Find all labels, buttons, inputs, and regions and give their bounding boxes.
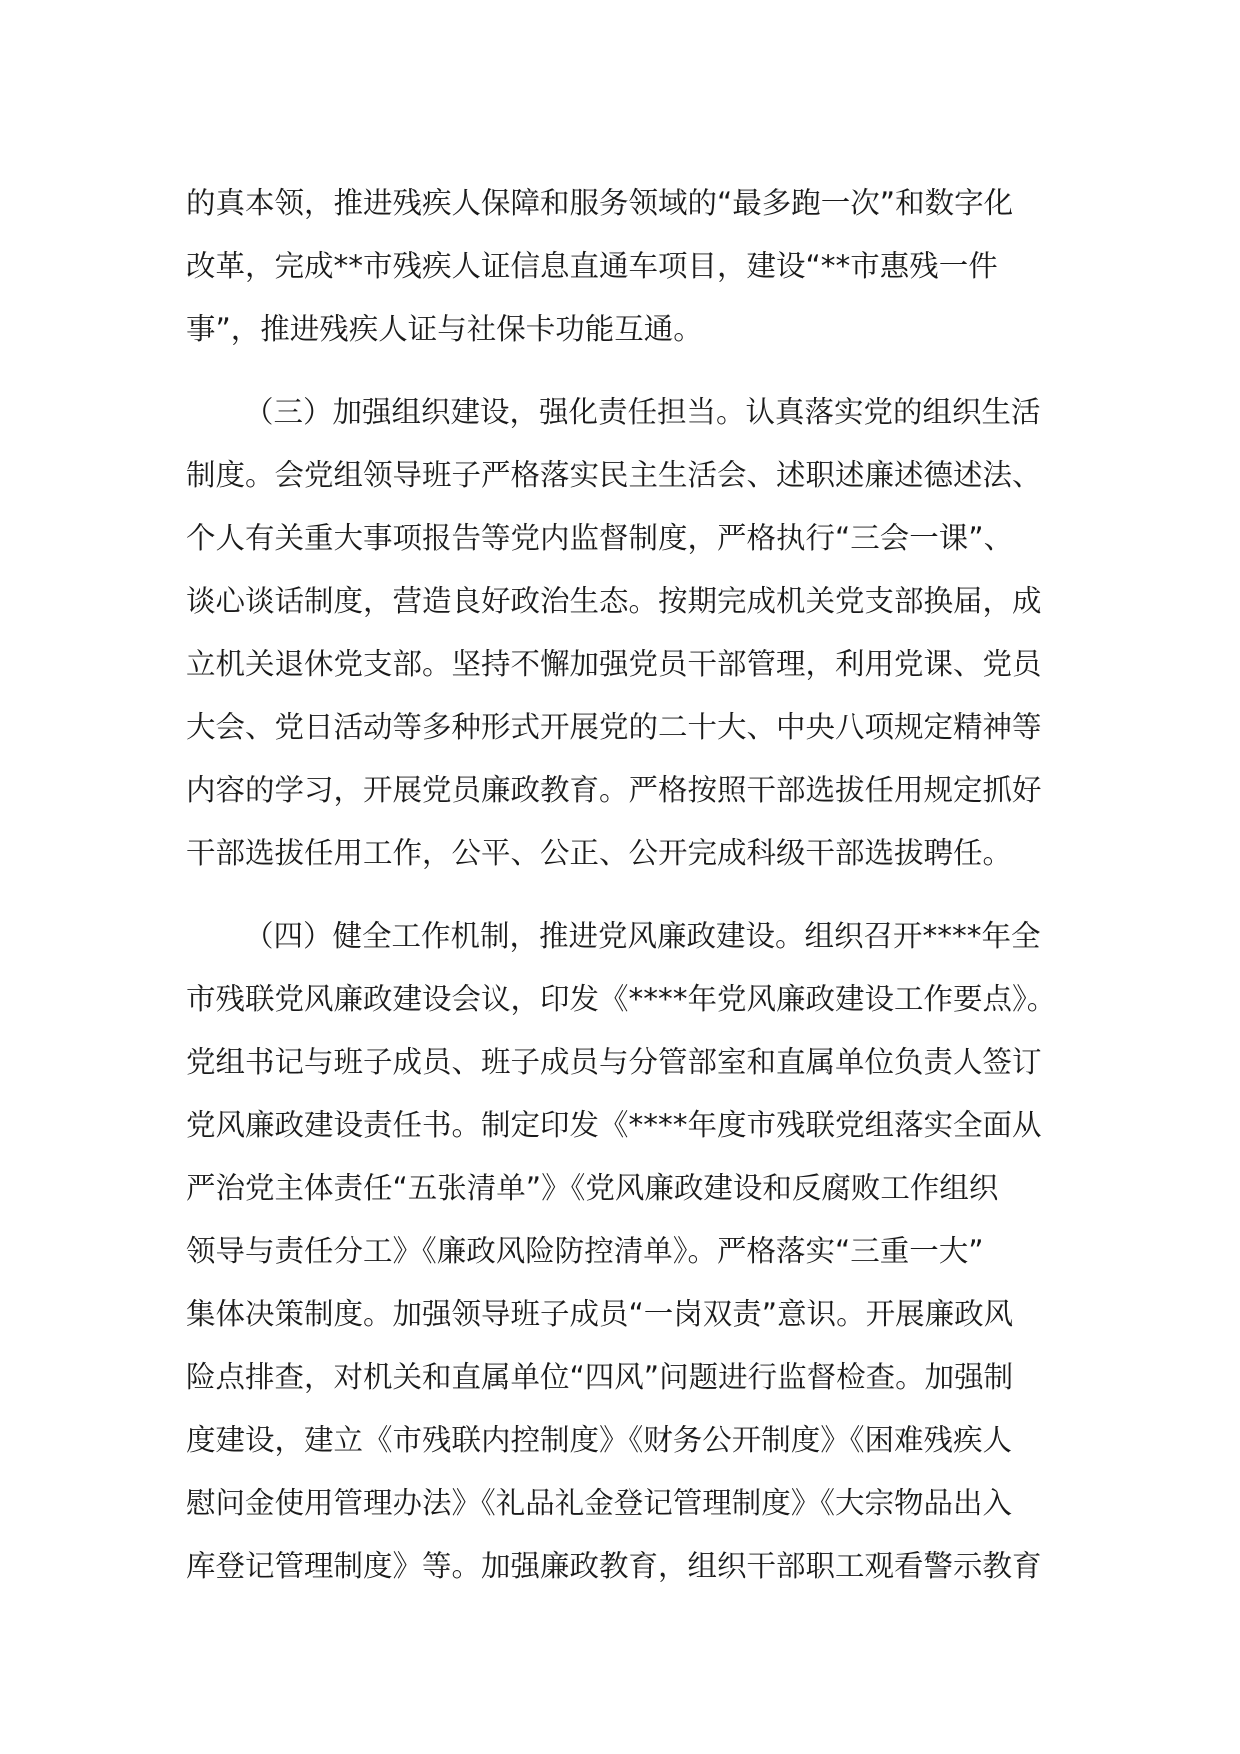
text-line: 集体决策制度。加强领导班子成员“一岗双责”意识。开展廉政风 bbox=[186, 1297, 1014, 1331]
text-line: 干部选拔任用工作，公平、公正、公开完成科级干部选拔聘任。 bbox=[186, 836, 1013, 870]
text-line: 改革，完成**市残疾人证信息直通车项目，建设“**市惠残一件 bbox=[186, 249, 998, 283]
text-line: 立机关退休党支部。坚持不懈加强党员干部管理，利用党课、党员 bbox=[186, 647, 1042, 681]
text-line: 严治党主体责任“五张清单”》《党风廉政建设和反腐败工作组织 bbox=[186, 1171, 999, 1205]
text-line: 个人有关重大事项报告等党内监督制度，严格执行“三会一课”、 bbox=[186, 521, 1014, 555]
text-line: 库登记管理制度》等。加强廉政教育，组织干部职工观看警示教育 bbox=[186, 1549, 1042, 1583]
text-line: 领导与责任分工》《廉政风险防控清单》。严格落实“三重一大” bbox=[186, 1234, 984, 1268]
text-line: 险点排查，对机关和直属单位“四风”问题进行监督检查。加强制 bbox=[186, 1360, 1014, 1394]
text-line: 大会、党日活动等多种形式开展党的二十大、中央八项规定精神等 bbox=[186, 710, 1042, 744]
text-line: 谈心谈话制度，营造良好政治生态。按期完成机关党支部换届，成 bbox=[186, 584, 1042, 618]
text-line: 的真本领，推进残疾人保障和服务领域的“最多跑一次”和数字化 bbox=[186, 186, 1014, 220]
text-line: 制度。会党组领导班子严格落实民主生活会、述职述廉述德述法、 bbox=[186, 458, 1042, 492]
text-line: 市残联党风廉政建设会议，印发《****年党风廉政建设工作要点》。 bbox=[186, 982, 1057, 1016]
section-heading-line: （四）健全工作机制，推进党风廉政建设。组织召开****年全 bbox=[244, 919, 1041, 953]
text-line: 事”，推进残疾人证与社保卡功能互通。 bbox=[186, 312, 703, 346]
text-line: 慰问金使用管理办法》《礼品礼金登记管理制度》《大宗物品出入 bbox=[186, 1486, 1013, 1520]
section-heading-line: （三）加强组织建设，强化责任担当。认真落实党的组织生活 bbox=[244, 395, 1041, 429]
text-line: 内容的学习，开展党员廉政教育。严格按照干部选拔任用规定抓好 bbox=[186, 773, 1042, 807]
text-line: 党风廉政建设责任书。制定印发《****年度市残联党组落实全面从 bbox=[186, 1108, 1042, 1142]
text-line: 党组书记与班子成员、班子成员与分管部室和直属单位负责人签订 bbox=[186, 1045, 1042, 1079]
text-line: 度建设，建立《市残联内控制度》《财务公开制度》《困难残疾人 bbox=[186, 1423, 1013, 1457]
